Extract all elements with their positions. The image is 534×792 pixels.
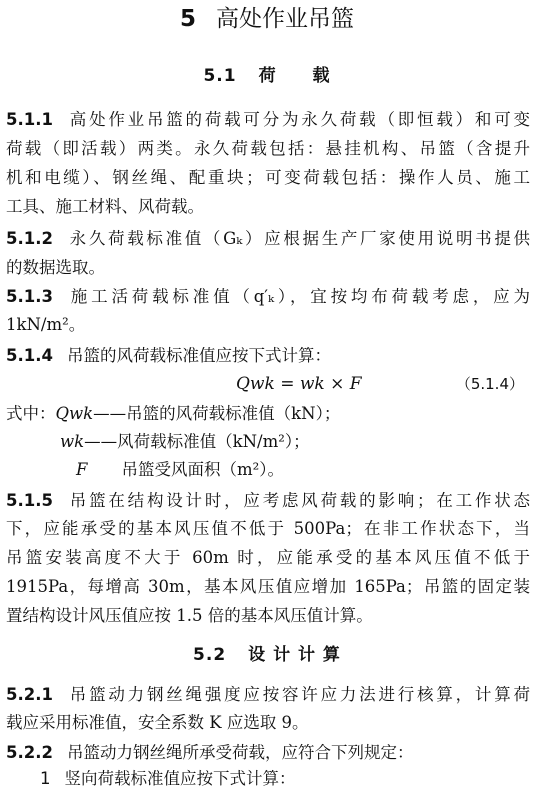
clause-5-1-1-line-4: 工具、施工材料、风荷载。 <box>6 197 204 216</box>
clause-5-1-3-line-2: 1kN/m²。 <box>6 315 86 334</box>
list-item-1 <box>40 767 296 791</box>
clause-number: 5.2.2 <box>6 743 53 762</box>
clause-5-1-5-line-3: 吊篮安装高度不大于 60m 时，应能承受的基本风压值不低于 <box>6 548 530 567</box>
clause-number: 5.1.5 <box>6 491 53 510</box>
clause-5-1-1-line-3: 机和电缆）、钢丝绳、配重块；可变荷载包括：操作人员、施工 <box>6 168 530 187</box>
section-heading-5-2 <box>0 643 534 667</box>
variable-symbol: wk <box>60 432 85 451</box>
where-label: 式中： <box>6 404 56 423</box>
chapter-number: 5 <box>179 6 196 32</box>
section-title: 荷 载 <box>258 66 331 86</box>
chapter-title: 高处作业吊篮 <box>216 6 354 32</box>
list-item-number: 1 <box>40 769 51 788</box>
clause-5-1-1-line-1 <box>6 108 530 132</box>
equation-number: （5.1.4） <box>455 375 524 393</box>
clause-5-1-5-line-4: 1915Pa，每增高 30m，基本风压值应增加 165Pa；吊篮的固定装 <box>6 577 530 596</box>
variable-definition-f <box>76 458 284 482</box>
clause-text: 永久荷载标准值（Gₖ）应根据生产厂家使用说明书提供 <box>66 229 530 248</box>
variable-definition-wk <box>60 430 310 454</box>
clause-5-2-1-line-2: 载应采用标准值，安全系数 K 应选取 9。 <box>6 713 309 732</box>
clause-5-1-5-line-5: 置结构设计风压值应按 1.5 倍的基本风压值计算。 <box>6 606 373 625</box>
formula-expression: Qwk = wk × F <box>236 374 362 394</box>
variable-description: ——吊篮的风荷载标准值（kN）； <box>93 404 341 423</box>
clause-5-1-3-line-1 <box>6 285 530 309</box>
clause-5-1-4-line-1 <box>6 344 530 368</box>
clause-text: 高处作业吊篮的荷载可分为永久荷载（即恒载）和可变 <box>66 110 530 129</box>
clause-number: 5.1.2 <box>6 229 53 248</box>
clause-5-1-1-line-2: 荷载（即活载）两类。永久荷载包括：悬挂机构、吊篮（含提升 <box>6 139 530 158</box>
clause-text: 吊篮在结构设计时，应考虑风荷载的影响；在工作状态 <box>66 491 530 510</box>
clause-number: 5.1.4 <box>6 346 53 365</box>
clause-5-1-2-line-1 <box>6 227 530 251</box>
section-number: 5.2 <box>193 645 227 665</box>
clause-text: 吊篮的风荷载标准值应按下式计算： <box>66 346 331 365</box>
variable-description: ——风荷载标准值（kN/m²）； <box>84 432 310 451</box>
clause-text: 吊篮动力钢丝绳强度应按容许应力法进行核算，计算荷 <box>66 685 530 704</box>
section-number: 5.1 <box>203 66 237 86</box>
clause-number: 5.2.1 <box>6 685 53 704</box>
section-heading-5-1 <box>0 64 534 88</box>
variable-symbol: F <box>76 460 88 479</box>
clause-5-2-2-line-1 <box>6 741 530 765</box>
variable-symbol: Qwk <box>55 404 94 423</box>
chapter-heading <box>0 4 534 34</box>
clause-text: 吊篮动力钢丝绳所承受荷载，应符合下列规定： <box>66 743 414 762</box>
clause-5-1-2-line-2: 的数据选取。 <box>6 258 105 277</box>
list-item-text: 竖向荷载标准值应按下式计算： <box>64 769 296 788</box>
clause-number: 5.1.1 <box>6 110 53 129</box>
variable-definition-qwk <box>6 402 340 426</box>
variable-description: 吊篮受风面积（m²）。 <box>121 460 284 479</box>
clause-number: 5.1.3 <box>6 287 53 306</box>
section-title: 设 计 计 算 <box>248 645 341 665</box>
clause-text: 施工活荷载标准值（q′ₖ），宜按均布荷载考虑，应为 <box>66 287 530 306</box>
clause-5-2-1-line-1 <box>6 683 530 707</box>
clause-5-1-5-line-2: 下，应能承受的基本风压值不低于 500Pa；在非工作状态下，当 <box>6 519 530 538</box>
clause-5-1-5-line-1 <box>6 489 530 513</box>
